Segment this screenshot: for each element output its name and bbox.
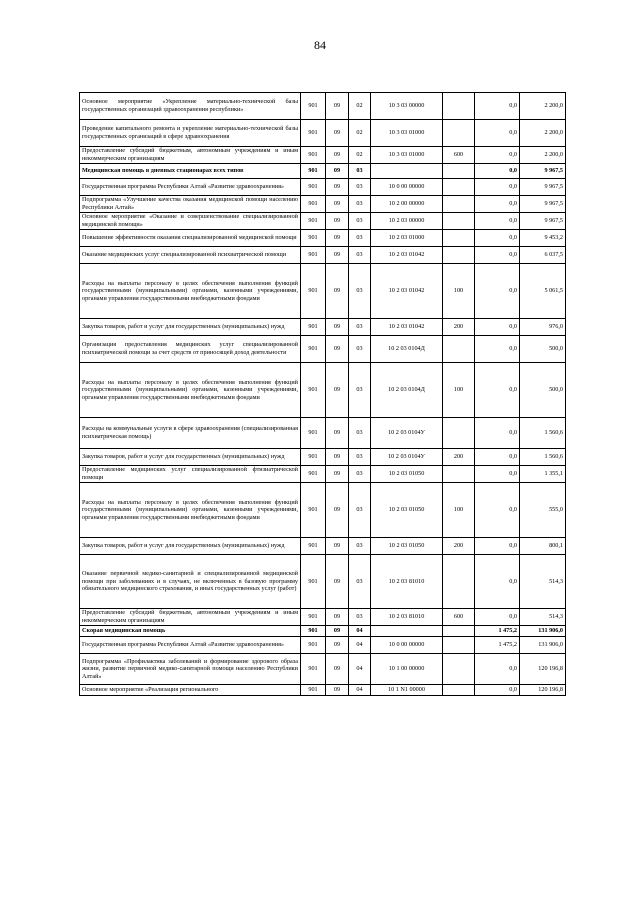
target-article: 10 2 03 01042	[371, 247, 443, 264]
table-row	[80, 538, 566, 555]
expense-type	[443, 555, 475, 609]
expense-type	[443, 336, 475, 363]
section-code: 09	[326, 363, 349, 418]
section-code: 09	[326, 637, 349, 654]
subsection-code: 04	[349, 685, 371, 696]
amount-1: 1 475,2	[475, 637, 520, 654]
ministry-code: 901	[301, 449, 326, 466]
section-code: 09	[326, 449, 349, 466]
row-name: Расходы на выплаты персоналу в целях обеспечения выполнения функций государственными (муниципальными) органами, казенными учреждениями, органами управления государственными внебюджетными фондами	[80, 264, 301, 319]
subsection-code: 03	[349, 336, 371, 363]
table-row	[80, 196, 566, 213]
subsection-code: 04	[349, 637, 371, 654]
target-article: 10 2 03 81010	[371, 609, 443, 626]
expense-type: 600	[443, 147, 475, 164]
subsection-code: 03	[349, 196, 371, 213]
ministry-code: 901	[301, 179, 326, 196]
amount-2: 9 967,5	[520, 164, 566, 179]
subsection-code: 04	[349, 626, 371, 637]
ministry-code: 901	[301, 609, 326, 626]
row-name: Основное мероприятие «Укрепление материально-технической базы государственных организаций здравоохранения республики»	[80, 93, 301, 120]
amount-2: 120 196,8	[520, 654, 566, 685]
subsection-code: 03	[349, 319, 371, 336]
amount-1: 0,0	[475, 336, 520, 363]
amount-2: 131 906,0	[520, 637, 566, 654]
row-name: Оказание медицинских услуг специализированной психиатрической помощи	[80, 247, 301, 264]
target-article: 10 1 00 00000	[371, 654, 443, 685]
ministry-code: 901	[301, 418, 326, 449]
ministry-code: 901	[301, 336, 326, 363]
target-article: 10 2 03 01050	[371, 483, 443, 538]
expense-type: 100	[443, 363, 475, 418]
table-row	[80, 319, 566, 336]
expense-type	[443, 418, 475, 449]
target-article: 10 2 00 00000	[371, 196, 443, 213]
target-article: 10 3 03 01000	[371, 120, 443, 147]
amount-1: 0,0	[475, 147, 520, 164]
section-code: 09	[326, 555, 349, 609]
row-name: Подпрограмма «Улучшение качества оказания медицинской помощи населению Республики Алтай»	[80, 196, 301, 213]
subsection-code: 03	[349, 555, 371, 609]
table-row	[80, 93, 566, 120]
table-row	[80, 449, 566, 466]
ministry-code: 901	[301, 264, 326, 319]
target-article: 10 2 03 01042	[371, 264, 443, 319]
amount-2: 2 200,0	[520, 93, 566, 120]
expense-type	[443, 120, 475, 147]
subsection-code: 02	[349, 93, 371, 120]
amount-2: 9 967,5	[520, 213, 566, 230]
section-code: 09	[326, 264, 349, 319]
target-article: 10 2 03 0104Д	[371, 363, 443, 418]
target-article: 10 0 00 00000	[371, 637, 443, 654]
ministry-code: 901	[301, 147, 326, 164]
section-code: 09	[326, 230, 349, 247]
section-code: 09	[326, 418, 349, 449]
section-code: 09	[326, 538, 349, 555]
ministry-code: 901	[301, 247, 326, 264]
subsection-code: 03	[349, 363, 371, 418]
expense-type	[443, 637, 475, 654]
expense-type: 100	[443, 264, 475, 319]
subsection-code: 02	[349, 120, 371, 147]
section-code: 09	[326, 120, 349, 147]
target-article	[371, 626, 443, 637]
amount-1: 0,0	[475, 654, 520, 685]
amount-1: 0,0	[475, 120, 520, 147]
subsection-code: 02	[349, 147, 371, 164]
subsection-code: 03	[349, 179, 371, 196]
section-code: 09	[326, 213, 349, 230]
amount-2: 555,0	[520, 483, 566, 538]
table-row	[80, 483, 566, 538]
row-name: Оказание первичной медико-санитарной и специализированной медицинской помощи при заболеваниях и в случаях, не включенных в базовую программу обязательного медицинского страхования, и иных государственных услуг (работ)	[80, 555, 301, 609]
row-name: Закупка товаров, работ и услуг для государственных (муниципальных) нужд	[80, 319, 301, 336]
target-article	[371, 164, 443, 179]
row-name: Повышение эффективности оказания специализированной медицинской помощи	[80, 230, 301, 247]
amount-1: 1 475,2	[475, 626, 520, 637]
expense-type	[443, 93, 475, 120]
subsection-code: 03	[349, 213, 371, 230]
amount-2: 9 967,5	[520, 179, 566, 196]
amount-2: 1 560,6	[520, 418, 566, 449]
section-code: 09	[326, 164, 349, 179]
subsection-code: 03	[349, 247, 371, 264]
amount-1: 0,0	[475, 609, 520, 626]
ministry-code: 901	[301, 685, 326, 696]
amount-1: 0,0	[475, 247, 520, 264]
target-article: 10 2 03 01000	[371, 230, 443, 247]
target-article: 10 2 03 01050	[371, 466, 443, 483]
ministry-code: 901	[301, 164, 326, 179]
expense-type	[443, 247, 475, 264]
ministry-code: 901	[301, 626, 326, 637]
section-code: 09	[326, 685, 349, 696]
section-code: 09	[326, 147, 349, 164]
amount-1: 0,0	[475, 93, 520, 120]
expense-type: 200	[443, 449, 475, 466]
subsection-code: 03	[349, 418, 371, 449]
target-article: 10 3 03 01000	[371, 147, 443, 164]
expense-type	[443, 196, 475, 213]
table-row	[80, 247, 566, 264]
amount-1: 0,0	[475, 196, 520, 213]
table-row	[80, 637, 566, 654]
amount-2: 131 906,0	[520, 626, 566, 637]
section-code: 09	[326, 319, 349, 336]
amount-2: 514,3	[520, 609, 566, 626]
table-row	[80, 466, 566, 483]
section-code: 09	[326, 336, 349, 363]
amount-2: 120 196,8	[520, 685, 566, 696]
amount-2: 976,0	[520, 319, 566, 336]
table-row	[80, 213, 566, 230]
table-row	[80, 147, 566, 164]
amount-1: 0,0	[475, 230, 520, 247]
table-row	[80, 264, 566, 319]
ministry-code: 901	[301, 466, 326, 483]
expense-type: 100	[443, 483, 475, 538]
amount-1: 0,0	[475, 466, 520, 483]
target-article: 10 3 03 00000	[371, 93, 443, 120]
budget-table	[79, 92, 566, 696]
row-name: Предоставление субсидий бюджетным, автономным учреждениям и иным некоммерческим организациям	[80, 147, 301, 164]
target-article: 10 1 N1 00000	[371, 685, 443, 696]
expense-type	[443, 466, 475, 483]
row-name: Подпрограмма «Профилактика заболеваний и формирование здорового образа жизни, развитие первичной медико-санитарной помощи населению Республики Алтай»	[80, 654, 301, 685]
row-name: Основное мероприятие «Реализация регионального	[80, 685, 301, 696]
section-code: 09	[326, 626, 349, 637]
expense-type	[443, 626, 475, 637]
target-article: 10 2 03 00000	[371, 213, 443, 230]
subsection-code: 04	[349, 654, 371, 685]
table-row	[80, 418, 566, 449]
table-row	[80, 363, 566, 418]
table-row	[80, 336, 566, 363]
amount-1: 0,0	[475, 555, 520, 609]
ministry-code: 901	[301, 213, 326, 230]
section-code: 09	[326, 609, 349, 626]
subsection-code: 03	[349, 483, 371, 538]
subsection-code: 03	[349, 264, 371, 319]
section-code: 09	[326, 196, 349, 213]
subsection-code: 03	[349, 538, 371, 555]
table-row	[80, 120, 566, 147]
row-name: Основное мероприятие «Оказание и совершенствование специализированной медицинской помощи»	[80, 213, 301, 230]
row-name: Медицинская помощь в дневных стационарах всех типов	[80, 164, 301, 179]
table-row	[80, 179, 566, 196]
amount-1: 0,0	[475, 164, 520, 179]
row-name: Закупка товаров, работ и услуг для государственных (муниципальных) нужд	[80, 449, 301, 466]
amount-1: 0,0	[475, 213, 520, 230]
amount-1: 0,0	[475, 538, 520, 555]
amount-2: 500,0	[520, 336, 566, 363]
expense-type: 600	[443, 609, 475, 626]
subsection-code: 03	[349, 466, 371, 483]
subsection-code: 03	[349, 230, 371, 247]
target-article: 10 2 03 0104У	[371, 449, 443, 466]
ministry-code: 901	[301, 93, 326, 120]
subsection-code: 03	[349, 164, 371, 179]
ministry-code: 901	[301, 196, 326, 213]
expense-type: 200	[443, 538, 475, 555]
table-row	[80, 685, 566, 696]
section-code: 09	[326, 466, 349, 483]
ministry-code: 901	[301, 637, 326, 654]
ministry-code: 901	[301, 555, 326, 609]
target-article: 10 2 03 01042	[371, 319, 443, 336]
section-code: 09	[326, 654, 349, 685]
amount-1: 0,0	[475, 483, 520, 538]
table-row	[80, 626, 566, 637]
amount-2: 2 200,0	[520, 120, 566, 147]
table-row	[80, 230, 566, 247]
row-name: Предоставление медицинских услуг специализированной фтизиатрической помощи	[80, 466, 301, 483]
ministry-code: 901	[301, 654, 326, 685]
section-code: 09	[326, 93, 349, 120]
amount-2: 800,1	[520, 538, 566, 555]
amount-2: 1 355,1	[520, 466, 566, 483]
table-row	[80, 609, 566, 626]
amount-2: 5 061,5	[520, 264, 566, 319]
amount-2: 9 453,2	[520, 230, 566, 247]
row-name: Организация предоставления медицинских услуг специализированной психиатрической помощи за счет средств от приносящей доход деятельности	[80, 336, 301, 363]
expense-type	[443, 164, 475, 179]
expense-type	[443, 654, 475, 685]
target-article: 10 2 03 81010	[371, 555, 443, 609]
ministry-code: 901	[301, 538, 326, 555]
row-name: Скорая медицинская помощь	[80, 626, 301, 637]
page-number: 84	[314, 38, 326, 52]
amount-2: 2 200,0	[520, 147, 566, 164]
row-name: Расходы на выплаты персоналу в целях обеспечения выполнения функций государственными (муниципальными) органами, казенными учреждениями, органами управления государственными внебюджетными фондами	[80, 363, 301, 418]
section-code: 09	[326, 247, 349, 264]
table-row	[80, 555, 566, 609]
row-name: Государственная программа Республики Алтай «Развитие здравоохранения»	[80, 179, 301, 196]
table-body	[80, 93, 566, 696]
amount-2: 514,3	[520, 555, 566, 609]
subsection-code: 03	[349, 449, 371, 466]
target-article: 10 2 03 01050	[371, 538, 443, 555]
expense-type: 200	[443, 319, 475, 336]
amount-1: 0,0	[475, 319, 520, 336]
target-article: 10 0 00 00000	[371, 179, 443, 196]
expense-type	[443, 230, 475, 247]
amount-1: 0,0	[475, 449, 520, 466]
amount-2: 1 560,6	[520, 449, 566, 466]
ministry-code: 901	[301, 120, 326, 147]
ministry-code: 901	[301, 319, 326, 336]
amount-1: 0,0	[475, 418, 520, 449]
section-code: 09	[326, 483, 349, 538]
ministry-code: 901	[301, 483, 326, 538]
expense-type	[443, 179, 475, 196]
amount-2: 500,0	[520, 363, 566, 418]
row-name: Государственная программа Республики Алтай «Развитие здравоохранения»	[80, 637, 301, 654]
row-name: Проведение капитального ремонта и укрепление материально-технической базы государственных организаций в сфере здравоохранения	[80, 120, 301, 147]
ministry-code: 901	[301, 363, 326, 418]
expense-type	[443, 213, 475, 230]
subsection-code: 03	[349, 609, 371, 626]
amount-1: 0,0	[475, 179, 520, 196]
table-row	[80, 654, 566, 685]
target-article: 10 2 03 0104У	[371, 418, 443, 449]
amount-1: 0,0	[475, 685, 520, 696]
row-name: Расходы на выплаты персоналу в целях обеспечения выполнения функций государственными (муниципальными) органами, казенными учреждениями, органами управления государственными внебюджетными фондами	[80, 483, 301, 538]
amount-1: 0,0	[475, 264, 520, 319]
section-code: 09	[326, 179, 349, 196]
amount-2: 9 967,5	[520, 196, 566, 213]
table-row	[80, 164, 566, 179]
row-name: Расходы на коммунальные услуги в сфере здравоохранения (специализированная психиатрическая помощь)	[80, 418, 301, 449]
target-article: 10 2 03 0104Д	[371, 336, 443, 363]
row-name: Закупка товаров, работ и услуг для государственных (муниципальных) нужд	[80, 538, 301, 555]
ministry-code: 901	[301, 230, 326, 247]
amount-1: 0,0	[475, 363, 520, 418]
row-name: Предоставление субсидий бюджетным, автономным учреждениям и иным некоммерческим организациям	[80, 609, 301, 626]
expense-type	[443, 685, 475, 696]
amount-2: 6 037,5	[520, 247, 566, 264]
